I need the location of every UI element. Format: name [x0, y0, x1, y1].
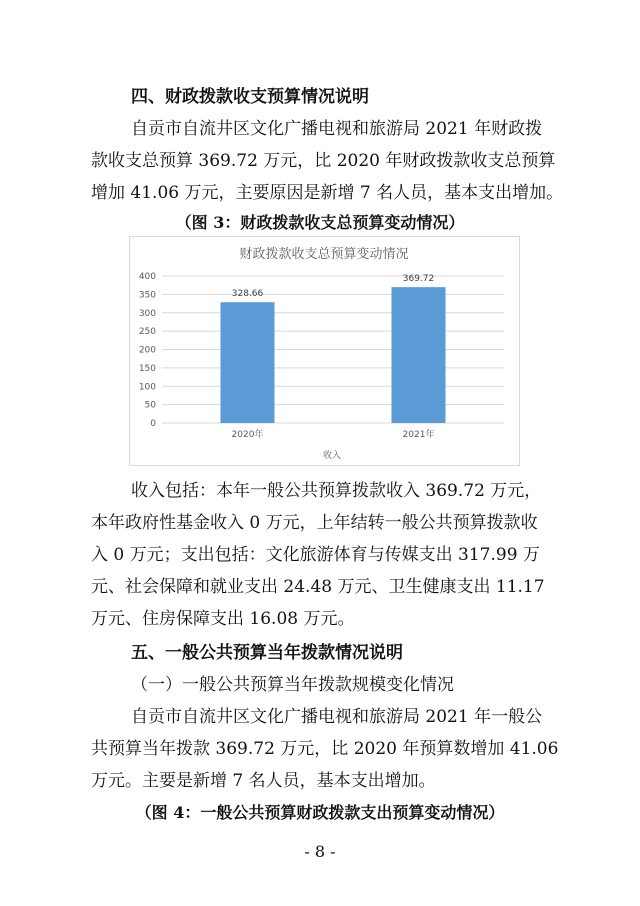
y-tick-label: 350 [138, 290, 156, 301]
x-tick-label: 2020年 [231, 430, 264, 440]
y-tick-label: 400 [138, 272, 156, 282]
budget-change-chart [129, 236, 520, 466]
section-4-paragraph-line: 增加 41.06 万元，主要原因是新增 7 名人员，基本支出增加。 [91, 183, 564, 203]
y-tick-label: 200 [138, 345, 156, 356]
y-tick-label: 300 [138, 308, 156, 319]
income-expense-line: 元、社会保障和就业支出 24.48 万元、卫生健康支出 11.17 [91, 577, 545, 597]
y-tick-label: 100 [138, 382, 156, 393]
bar-2021年 [392, 287, 446, 423]
section-4-heading: 四、财政拨款收支预算情况说明 [131, 87, 369, 107]
section-5-paragraph-line: 共预算当年拨款 369.72 万元，比 2020 年预算数增加 41.06 [91, 739, 559, 759]
data-label: 328.66 [231, 289, 264, 300]
y-tick-label: 50 [144, 400, 156, 411]
chart-title: 财政拨款收支总预算变动情况 [239, 247, 409, 262]
income-expense-line: 万元、住房保障支出 16.08 万元。 [91, 609, 355, 629]
figure-3-caption: （图 3：财政拨款收支总预算变动情况） [175, 213, 465, 232]
chart-frame [130, 237, 520, 466]
data-label: 369.72 [402, 274, 435, 285]
y-tick-label: 0 [150, 419, 156, 429]
section-5-paragraph-line: 自贡市自流井区文化广播电视和旅游局 2021 年一般公 [131, 707, 543, 727]
x-axis-label: 收入 [322, 451, 342, 461]
section-5-subheading: （一）一般公共预算当年拨款规模变化情况 [131, 675, 454, 695]
section-5-heading: 五、一般公共预算当年拨款情况说明 [131, 643, 403, 663]
bar-2020年 [221, 302, 275, 423]
y-tick-label: 150 [138, 363, 156, 374]
x-tick-label: 2021年 [402, 430, 435, 440]
section-5-paragraph-line: 万元。主要是新增 7 名人员，基本支出增加。 [91, 771, 436, 791]
page-number: - 8 - [304, 842, 336, 861]
y-tick-label: 250 [138, 327, 156, 338]
income-expense-line: 入 0 万元；支出包括：文化旅游体育与传媒支出 317.99 万 [91, 545, 540, 565]
section-4-paragraph-line: 款收支总预算 369.72 万元，比 2020 年财政拨款收支总预算 [91, 151, 556, 171]
figure-4-caption: （图 4：一般公共预算财政拨款支出预算变动情况） [135, 803, 505, 822]
income-expense-line: 收入包括：本年一般公共预算拨款收入 369.72 万元， [131, 481, 542, 501]
section-4-paragraph-line: 自贡市自流井区文化广播电视和旅游局 2021 年财政拨 [131, 119, 543, 139]
income-expense-line: 本年政府性基金收入 0 万元，上年结转一般公共预算拨款收 [91, 513, 538, 533]
